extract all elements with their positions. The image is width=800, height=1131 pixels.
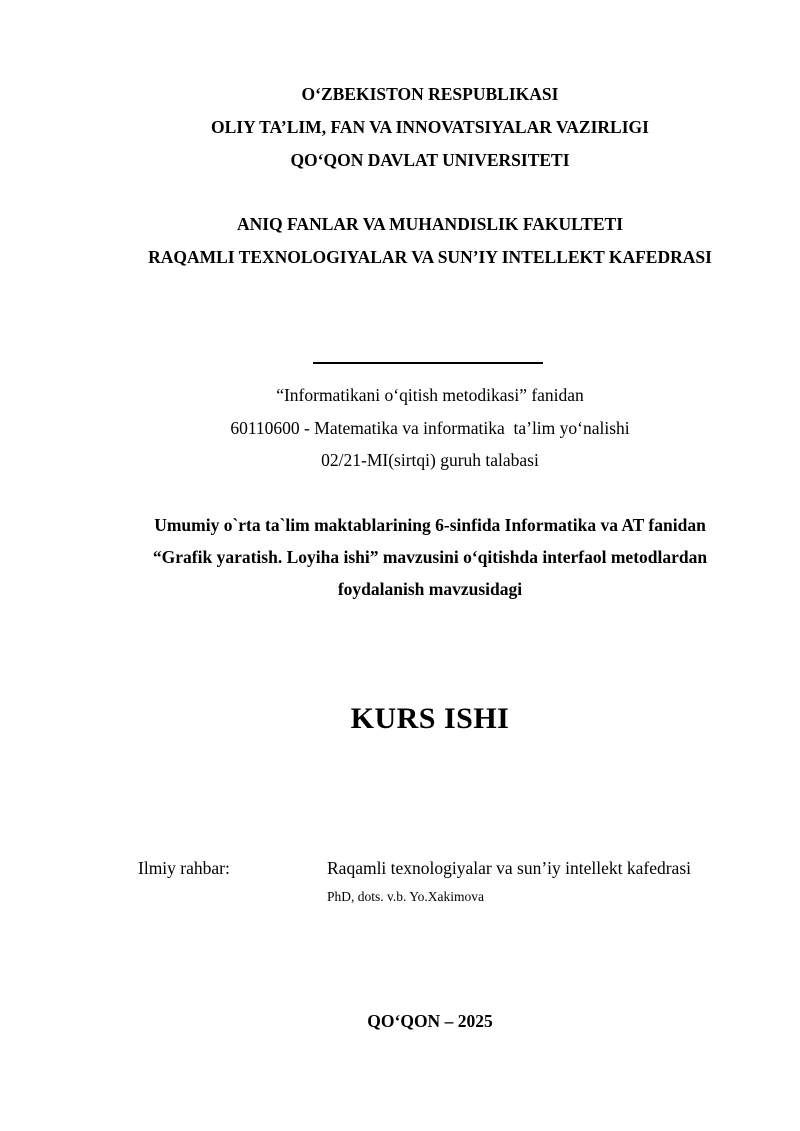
country-line: O‘ZBEKISTON RESPUBLIKASI — [301, 84, 559, 104]
department-line: RAQAMLI TEXNOLOGIYALAR VA SUN’IY INTELLEKT KAFEDRASI — [148, 247, 712, 267]
faculty-line: ANIQ FANLAR VA MUHANDISLIK FAKULTETI — [236, 214, 624, 234]
supervisor-name: PhD, dots. v.b. Yo.Xakimova — [327, 889, 485, 904]
university-line: QO‘QON DAVLAT UNIVERSITETI — [290, 150, 570, 170]
work-title: KURS ISHI — [350, 702, 510, 735]
topic-block — [60, 509, 800, 605]
supervisor-department: Raqamli texnologiyalar va sun’iy intellekt kafedrasi — [327, 858, 691, 878]
city-year: QO‘QON – 2025 — [367, 1011, 493, 1031]
group-line: 02/21-MI(sirtqi) guruh talabasi — [321, 450, 539, 470]
course-info — [60, 379, 800, 477]
faculty-header — [60, 208, 800, 274]
supervisor-info — [327, 855, 767, 909]
supervisor-label: Ilmiy rahbar: — [138, 858, 230, 878]
ministry-header — [60, 78, 800, 177]
separator-line — [313, 362, 543, 364]
topic-line-3: foydalanish mavzusidagi — [337, 579, 523, 599]
specialty-line: 60110600 - Matematika va informatika ta’lim yo‘nalishi — [230, 417, 630, 438]
subject-line: “Informatikani o‘qitish metodikasi” fanidan — [276, 385, 584, 405]
topic-line-2: “Grafik yaratish. Loyiha ishi” mavzusini o‘qitishda interfaol metodlardan — [152, 547, 708, 567]
ministry-line: OLIY TA’LIM, FAN VA INNOVATSIYALAR VAZIRLIGI — [211, 117, 649, 137]
topic-line-1: Umumiy o`rta ta`lim maktablarining 6-sinfida Informatika va AT fanidan — [154, 515, 706, 535]
